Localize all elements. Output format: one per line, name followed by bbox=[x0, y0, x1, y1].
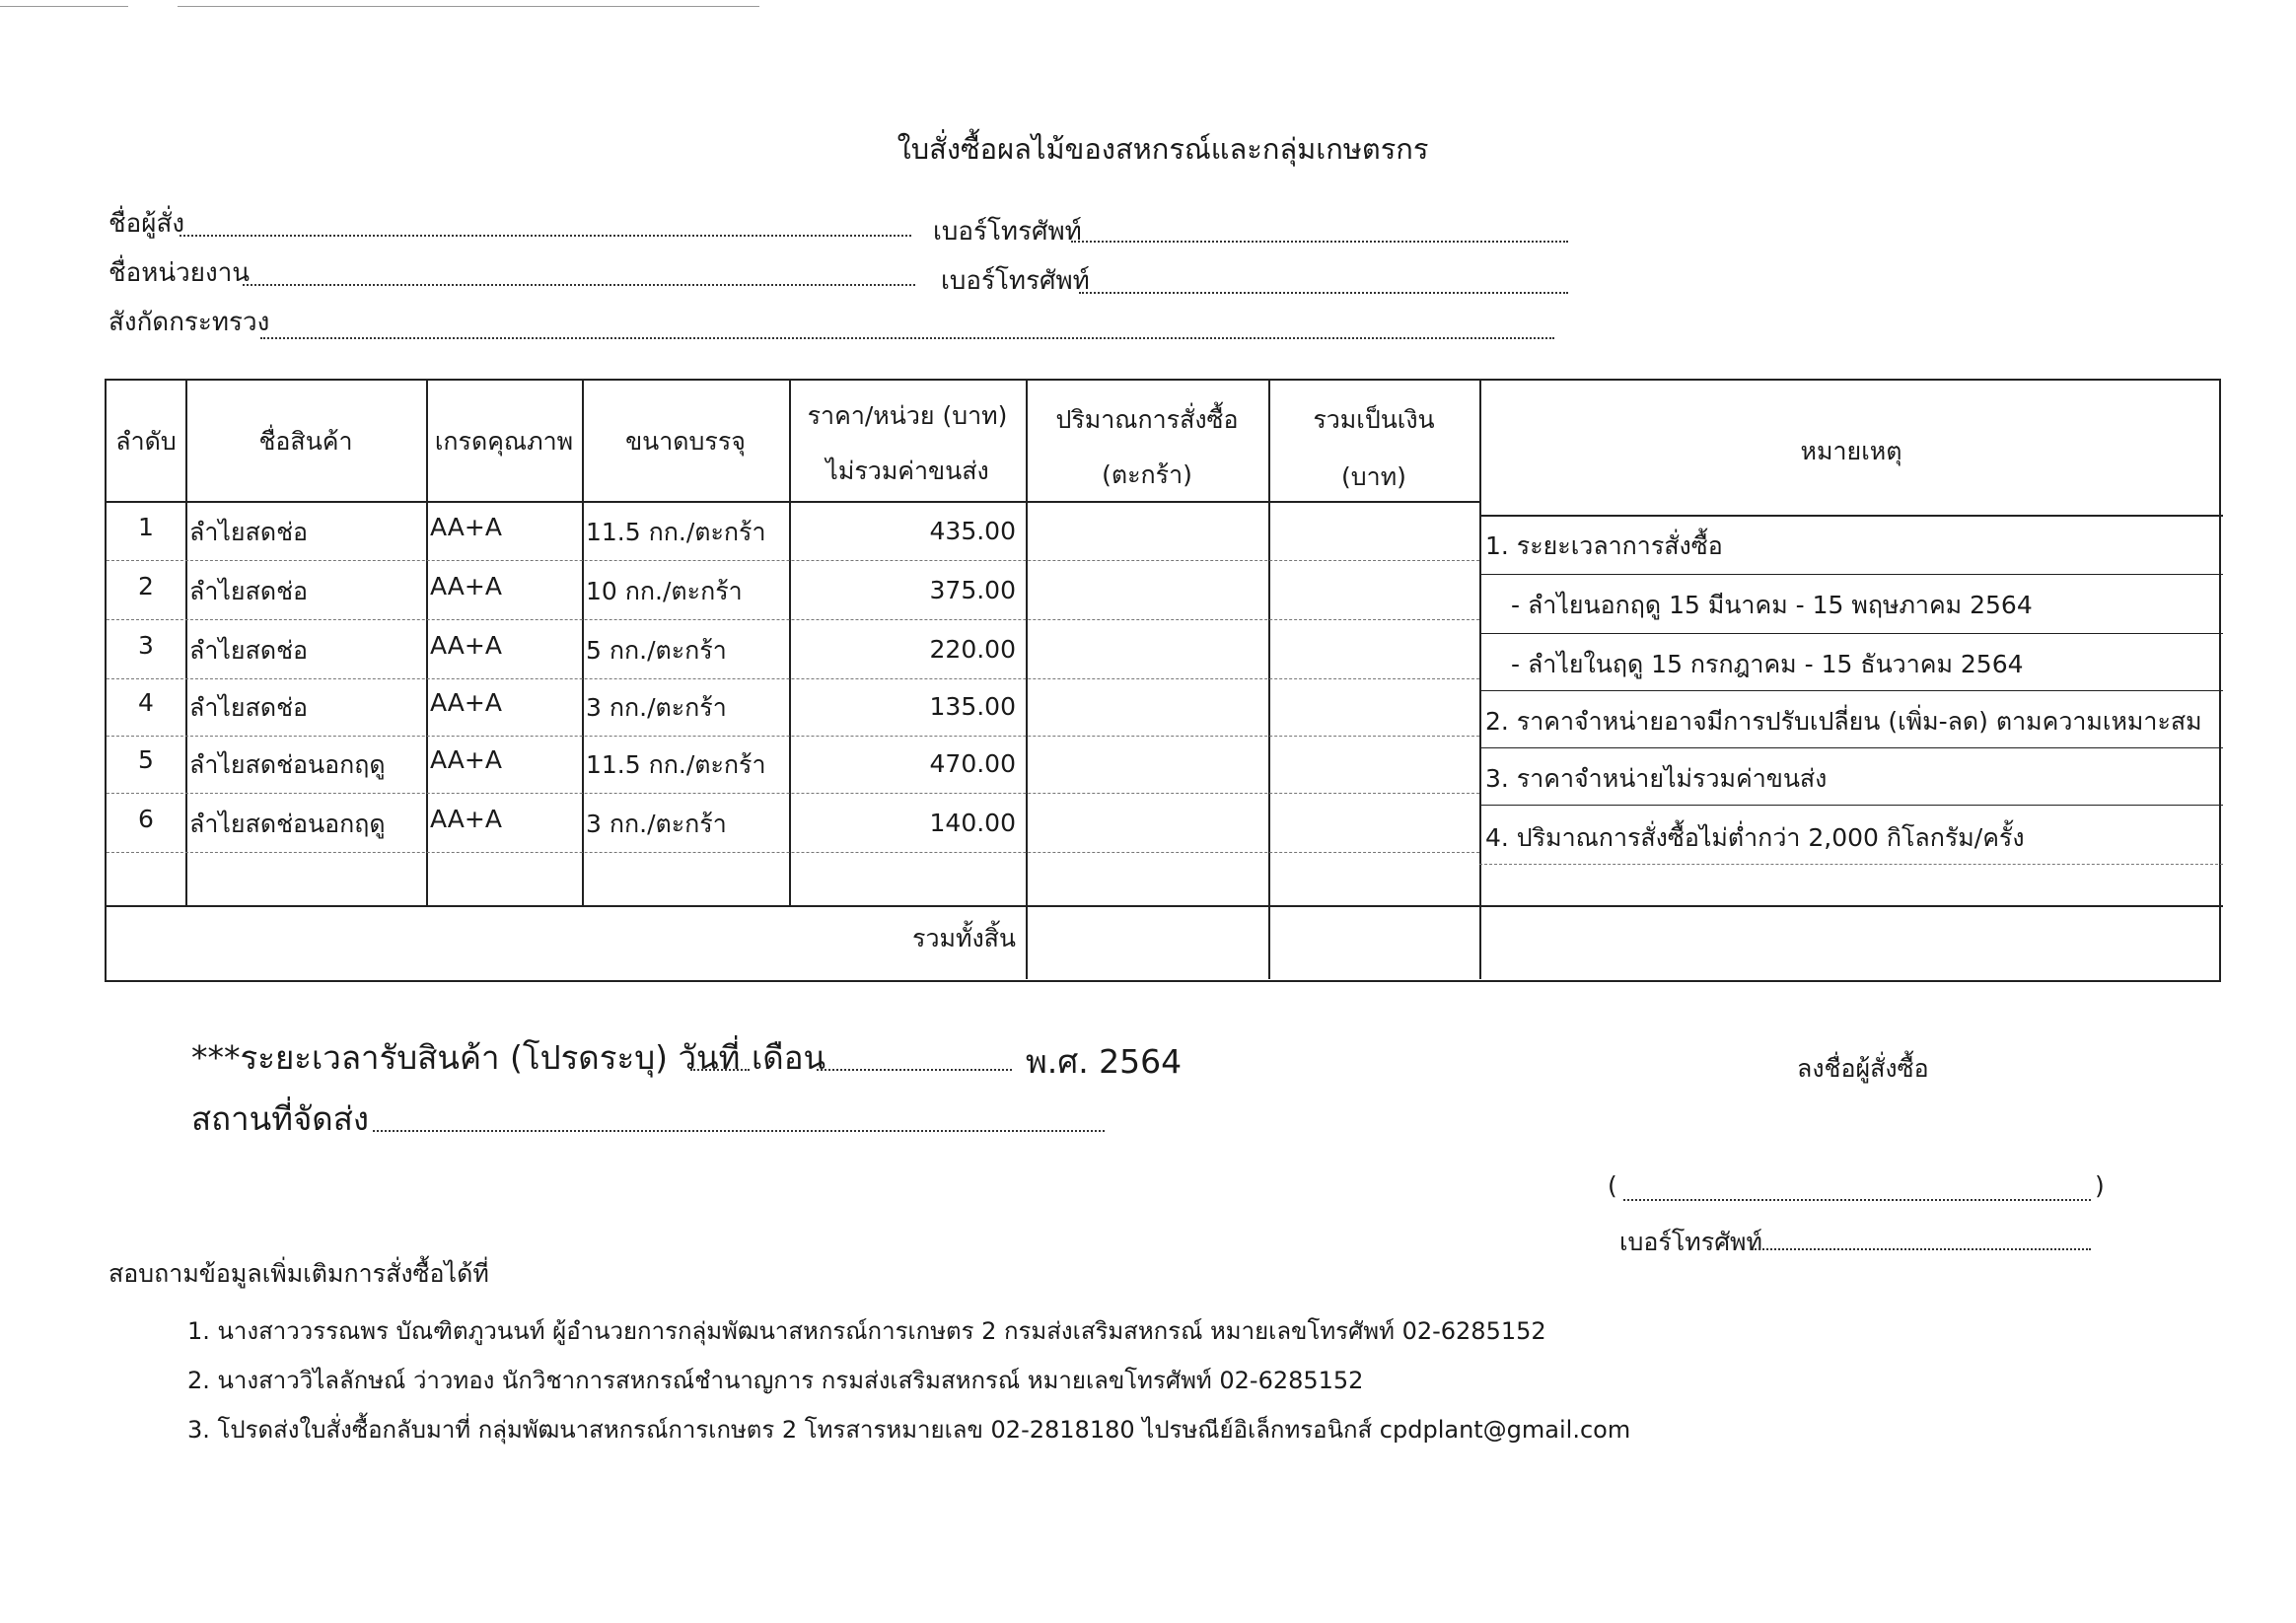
grand-total-qty-input[interactable] bbox=[1030, 911, 1264, 970]
grand-total-label: รวมทั้งสิ้น bbox=[912, 924, 1016, 953]
remark-item: 2. ราคาจำหน่ายอาจมีการปรับเปลี่ยน (เพิ่ม-ลด) ตามความเหมาะสม bbox=[1485, 707, 2202, 736]
table-row-total-input[interactable] bbox=[1272, 509, 1475, 556]
table-row-package: 11.5 กก./ตะกร้า bbox=[586, 518, 766, 546]
contact-item: 2. นางสาววิไลลักษณ์ ว่าวทอง นักวิชาการสหกรณ์ชำนาญการ กรมส่งเสริมสหกรณ์ หมายเลขโทรศัพท์ 02-6285152 bbox=[187, 1367, 1364, 1394]
table-row-no: 6 bbox=[138, 805, 154, 833]
header-no: ลำดับ bbox=[115, 427, 177, 456]
table-row-price: 135.00 bbox=[929, 692, 1016, 721]
header-price: ราคา/หน่วย (บาท) bbox=[807, 401, 1008, 430]
table-row-total-input[interactable] bbox=[1272, 625, 1475, 672]
table-row-grade: AA+A bbox=[430, 805, 502, 833]
table-row-product: ลำไยสดช่อ bbox=[189, 636, 309, 665]
table-row-grade: AA+A bbox=[430, 631, 502, 660]
delivery-place-field[interactable] bbox=[373, 1130, 1105, 1132]
header-product: ชื่อสินค้า bbox=[258, 427, 353, 456]
delivery-month-label: เดือน bbox=[752, 1038, 826, 1077]
table-row-qty-input[interactable] bbox=[1030, 566, 1264, 613]
contact-item: 1. นางสาววรรณพร บัณฑิตภูวนนท์ ผู้อำนวยการกลุ่มพัฒนาสหกรณ์การเกษตร 2 กรมส่งเสริมสหกรณ์ หมายเลขโทรศัพท์ 02-6285152 bbox=[187, 1317, 1546, 1345]
table-row-qty-input[interactable] bbox=[1030, 509, 1264, 556]
table-row-grade: AA+A bbox=[430, 745, 502, 774]
remark-item: 3. ราคาจำหน่ายไม่รวมค่าขนส่ง bbox=[1485, 764, 1828, 793]
table-row-product: ลำไยสดช่อนอกฤดู bbox=[189, 750, 386, 779]
table-row-package: 10 กก./ตะกร้า bbox=[586, 577, 743, 605]
table-row-package: 5 กก./ตะกร้า bbox=[586, 636, 727, 665]
signature-phone-field[interactable] bbox=[1752, 1248, 2091, 1250]
table-row-product: ลำไยสดช่อ bbox=[189, 518, 309, 546]
table-row-qty-input[interactable] bbox=[1030, 625, 1264, 672]
table-row-price: 140.00 bbox=[929, 809, 1016, 837]
table-row-no: 5 bbox=[138, 745, 154, 774]
header-price-note: ไม่รวมค่าขนส่ง bbox=[825, 457, 989, 485]
table-row-total-input[interactable] bbox=[1272, 682, 1475, 730]
signature-phone-label: เบอร์โทรศัพท์ bbox=[1619, 1228, 1763, 1256]
table-row-price: 470.00 bbox=[929, 749, 1016, 778]
signature-open-paren: ( bbox=[1608, 1171, 1617, 1200]
remark-item: 1. ระยะเวลาการสั่งซื้อ bbox=[1485, 531, 1723, 560]
order-table bbox=[105, 379, 2221, 982]
delivery-month-field[interactable] bbox=[817, 1069, 1012, 1071]
table-row-qty-input[interactable] bbox=[1030, 740, 1264, 787]
ministry-label: สังกัดกระทรวง bbox=[108, 308, 270, 337]
table-row-price: 375.00 bbox=[929, 576, 1016, 604]
agency-label: ชื่อหน่วยงาน bbox=[108, 258, 251, 288]
contact-heading: สอบถามข้อมูลเพิ่มเติมการสั่งซื้อได้ที่ bbox=[108, 1259, 489, 1288]
header-total: รวมเป็นเงิน bbox=[1313, 405, 1435, 434]
table-row-price: 220.00 bbox=[929, 635, 1016, 664]
table-row-package: 3 กก./ตะกร้า bbox=[586, 810, 727, 838]
table-row-qty-input[interactable] bbox=[1030, 682, 1264, 730]
table-row-grade: AA+A bbox=[430, 688, 502, 717]
scan-edge-line bbox=[178, 6, 759, 7]
orderer-field[interactable] bbox=[179, 235, 911, 237]
delivery-period-label: ***ระยะเวลารับสินค้า (โปรดระบุ) วันที่ bbox=[191, 1038, 741, 1077]
table-row-product: ลำไยสดช่อนอกฤดู bbox=[189, 810, 386, 838]
header-grade: เกรดคุณภาพ bbox=[434, 427, 574, 456]
table-row-product: ลำไยสดช่อ bbox=[189, 577, 309, 605]
remark-item: - ลำไยในฤดู 15 กรกฎาคม - 15 ธันวาคม 2564 bbox=[1511, 650, 2024, 678]
phone-label: เบอร์โทรศัพท์ bbox=[933, 217, 1082, 247]
agency-field[interactable] bbox=[243, 284, 915, 286]
header-qty: ปริมาณการสั่งซื้อ bbox=[1055, 405, 1239, 434]
table-row-product: ลำไยสดช่อ bbox=[189, 693, 309, 722]
header-remarks: หมายเหตุ bbox=[1800, 437, 1902, 465]
phone-label-2: เบอร์โทรศัพท์ bbox=[941, 266, 1090, 296]
table-row-grade: AA+A bbox=[430, 513, 502, 541]
table-row-no: 2 bbox=[138, 572, 154, 600]
remark-item: - ลำไยนอกฤดู 15 มีนาคม - 15 พฤษภาคม 2564 bbox=[1511, 591, 2033, 619]
ministry-field[interactable] bbox=[260, 337, 1554, 339]
table-row-no: 4 bbox=[138, 688, 154, 717]
header-total-unit: (บาท) bbox=[1341, 462, 1406, 491]
grand-total-amount-input[interactable] bbox=[1272, 911, 1475, 970]
signature-close-paren: ) bbox=[2095, 1171, 2105, 1200]
table-row-no: 1 bbox=[138, 513, 154, 541]
remark-item: 4. ปริมาณการสั่งซื้อไม่ต่ำกว่า 2,000 กิโลกรัม/ครั้ง bbox=[1485, 823, 2025, 852]
signature-label: ลงชื่อผู้สั่งซื้อ bbox=[1797, 1054, 1929, 1083]
header-qty-unit: (ตะกร้า) bbox=[1102, 460, 1192, 489]
table-row-no: 3 bbox=[138, 631, 154, 660]
header-package: ขนาดบรรจุ bbox=[625, 427, 746, 456]
phone-field[interactable] bbox=[1071, 241, 1568, 243]
table-row-total-input[interactable] bbox=[1272, 799, 1475, 846]
delivery-day-field[interactable] bbox=[690, 1069, 750, 1071]
table-row-qty-input[interactable] bbox=[1030, 799, 1264, 846]
table-row-price: 435.00 bbox=[929, 517, 1016, 545]
orderer-label: ชื่อผู้สั่ง bbox=[108, 209, 185, 239]
delivery-year-label: พ.ศ. 2564 bbox=[1026, 1042, 1183, 1081]
table-row-total-input[interactable] bbox=[1272, 740, 1475, 787]
signature-name-field[interactable] bbox=[1623, 1199, 2091, 1201]
scan-edge-line bbox=[0, 6, 128, 7]
table-row-package: 11.5 กก./ตะกร้า bbox=[586, 750, 766, 779]
form-title: ใบสั่งซื้อผลไม้ของสหกรณ์และกลุ่มเกษตรกร bbox=[897, 132, 1429, 166]
phone-field-2[interactable] bbox=[1079, 292, 1568, 294]
delivery-place-label: สถานที่จัดส่ง bbox=[191, 1099, 369, 1138]
contact-item: 3. โปรดส่งใบสั่งซื้อกลับมาที่ กลุ่มพัฒนาสหกรณ์การเกษตร 2 โทรสารหมายเลข 02-2818180 ไปรษณีย์อิเล็กทรอนิกส์ cpdplant@gmail.com bbox=[187, 1416, 1631, 1444]
table-row-total-input[interactable] bbox=[1272, 566, 1475, 613]
table-row-grade: AA+A bbox=[430, 572, 502, 600]
table-row-package: 3 กก./ตะกร้า bbox=[586, 693, 727, 722]
